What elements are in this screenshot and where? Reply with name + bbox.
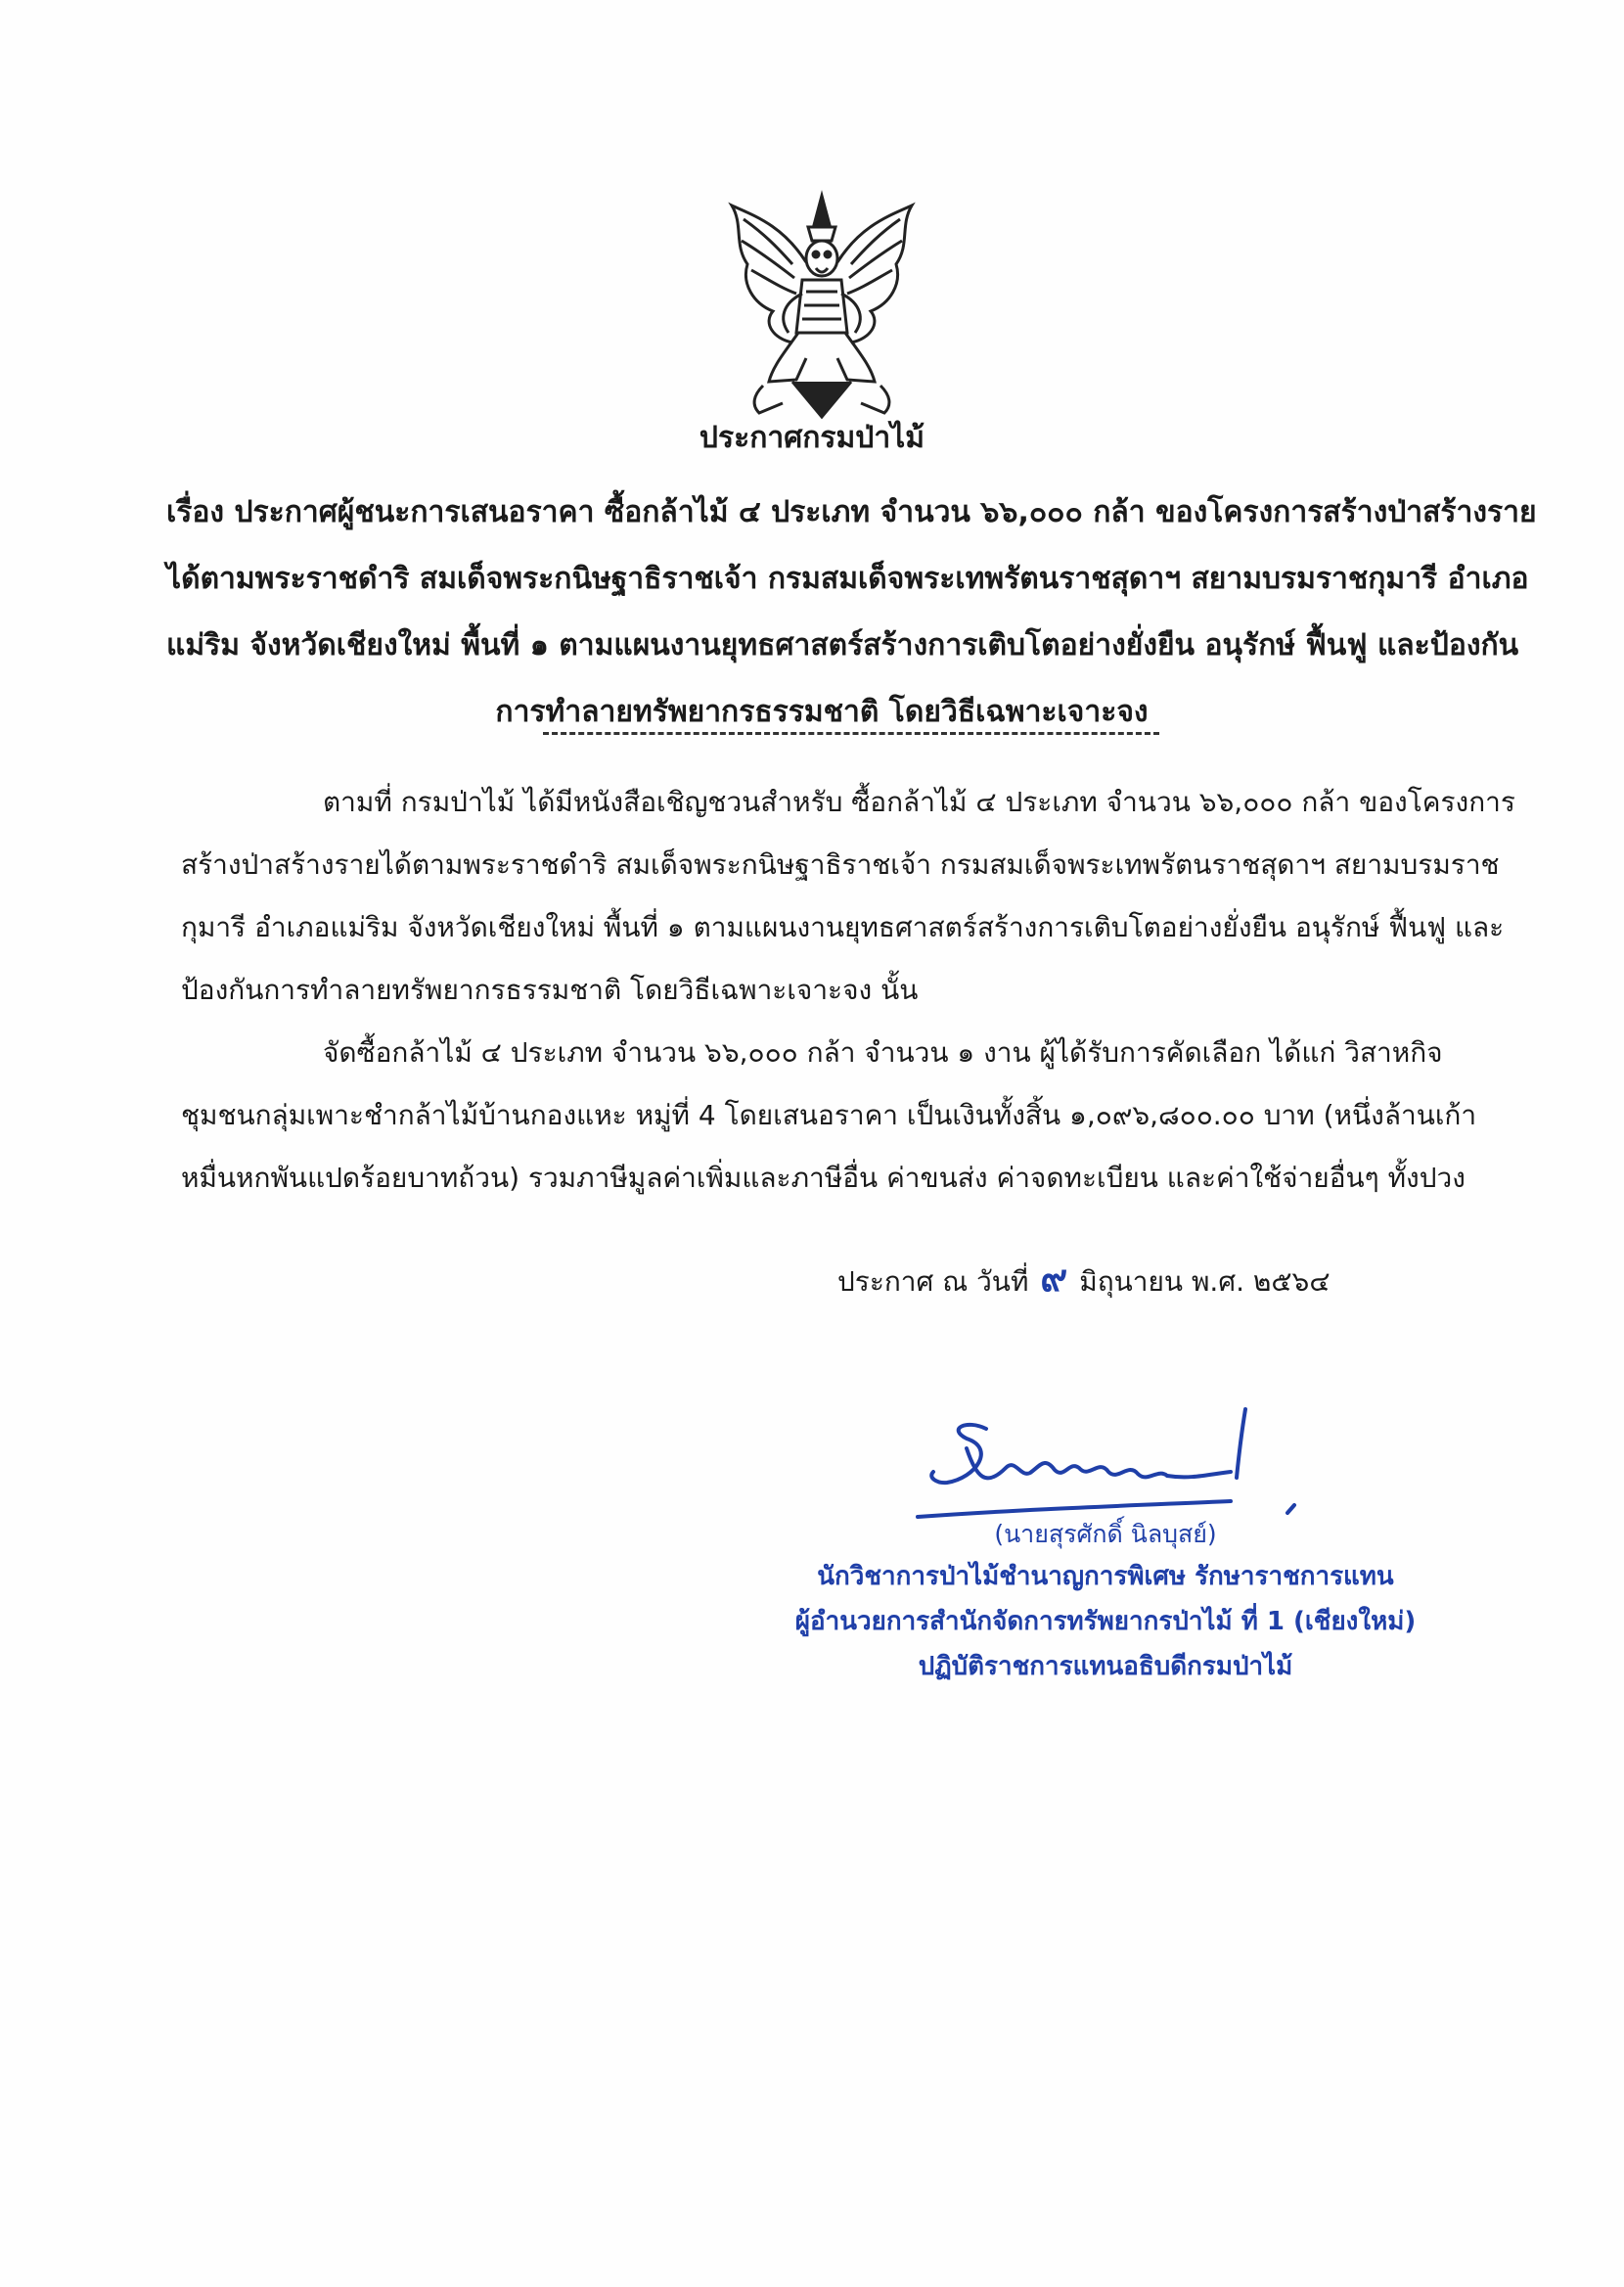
document-body	[181, 771, 1515, 1210]
paragraph-line: ชุมชนกลุ่มเพาะชำกล้าไม้บ้านกองแหะ หมู่ที่ 4 โดยเสนอราคา เป็นเงินทั้งสิ้น ๑,๐๙๖,๘๐๐.๐๐ บาท (หนึ่งล้านเก้า	[181, 1099, 1477, 1131]
subject-line: เรื่อง ประกาศผู้ชนะการเสนอราคา ซื้อกล้าไม้ ๔ ประเภท จำนวน ๖๖,๐๐๐ กล้า ของโครงการสร้างป่าสร้างราย	[166, 495, 1537, 529]
garuda-emblem-icon	[724, 186, 920, 421]
announcement-suffix: มิถุนายน พ.ศ. ๒๕๖๔	[1079, 1265, 1331, 1298]
paragraph-line: ตามที่ กรมป่าไม้ ได้มีหนังสือเชิญชวนสำหรับ ซื้อกล้าไม้ ๔ ประเภท จำนวน ๖๖,๐๐๐ กล้า ของโครงการ	[323, 786, 1515, 818]
dashed-divider	[543, 732, 1159, 735]
signer-block	[773, 1515, 1438, 1689]
subject-line: การทำลายทรัพยากรธรรมชาติ โดยวิธีเฉพาะเจาะจง	[495, 695, 1149, 729]
announcement-prefix: ประกาศ ณ วันที่	[837, 1265, 1029, 1298]
paragraph-line: จัดซื้อกล้าไม้ ๔ ประเภท จำนวน ๖๖,๐๐๐ กล้า จำนวน ๑ งาน ผู้ได้รับการคัดเลือก ได้แก่ วิสาหกิจ	[323, 1036, 1443, 1069]
subject-line: แม่ริม จังหวัดเชียงใหม่ พื้นที่ ๑ ตามแผนงานยุทธศาสตร์สร้างการเติบโตอย่างยั่งยืน อนุรักษ์ ฟื้นฟู และป้องกัน	[166, 628, 1519, 663]
subject-line: ได้ตามพระราชดำริ สมเด็จพระกนิษฐาธิราชเจ้า กรมสมเด็จพระเทพรัตนราชสุดาฯ สยามบรมราชกุมารี อำเภอ	[166, 562, 1529, 596]
paragraph-line: กุมารี อำเภอแม่ริม จังหวัดเชียงใหม่ พื้นที่ ๑ ตามแผนงานยุทธศาสตร์สร้างการเติบโตอย่างยั่งยืน อนุรักษ์ ฟื้นฟู และ	[181, 911, 1505, 943]
subject-block	[166, 480, 1537, 746]
paragraph-line: ป้องกันการทำลายทรัพยากรธรรมชาติ โดยวิธีเฉพาะเจาะจง นั้น	[181, 974, 919, 1006]
paragraph-line: หมื่นหกพันแปดร้อยบาทถ้วน) รวมภาษีมูลค่าเพิ่มและภาษีอื่น ค่าขนส่ง ค่าจดทะเบียน และค่าใช้จ่ายอื่นๆ ทั้งปวง	[181, 1162, 1466, 1194]
document-title: ประกาศกรมป่าไม้	[699, 421, 925, 455]
signer-position: ปฏิบัติราชการแทนอธิบดีกรมป่าไม้	[918, 1652, 1293, 1681]
signer-position: ผู้อำนวยการสำนักจัดการทรัพยากรป่าไม้ ที่ 1 (เชียงใหม่)	[794, 1607, 1417, 1636]
paragraph-line: สร้างป่าสร้างรายได้ตามพระราชดำริ สมเด็จพระกนิษฐาธิราชเจ้า กรมสมเด็จพระเทพรัตนราชสุดาฯ สยามบรมราช	[181, 848, 1500, 881]
signer-name: (นายสุรศักดิ์ นิลบุสย์)	[994, 1520, 1217, 1548]
handwritten-day: ๙	[1040, 1256, 1068, 1300]
announcement-date	[837, 1248, 1331, 1307]
signer-position: นักวิชาการป่าไม้ชำนาญการพิเศษ รักษาราชการแทน	[817, 1562, 1394, 1591]
